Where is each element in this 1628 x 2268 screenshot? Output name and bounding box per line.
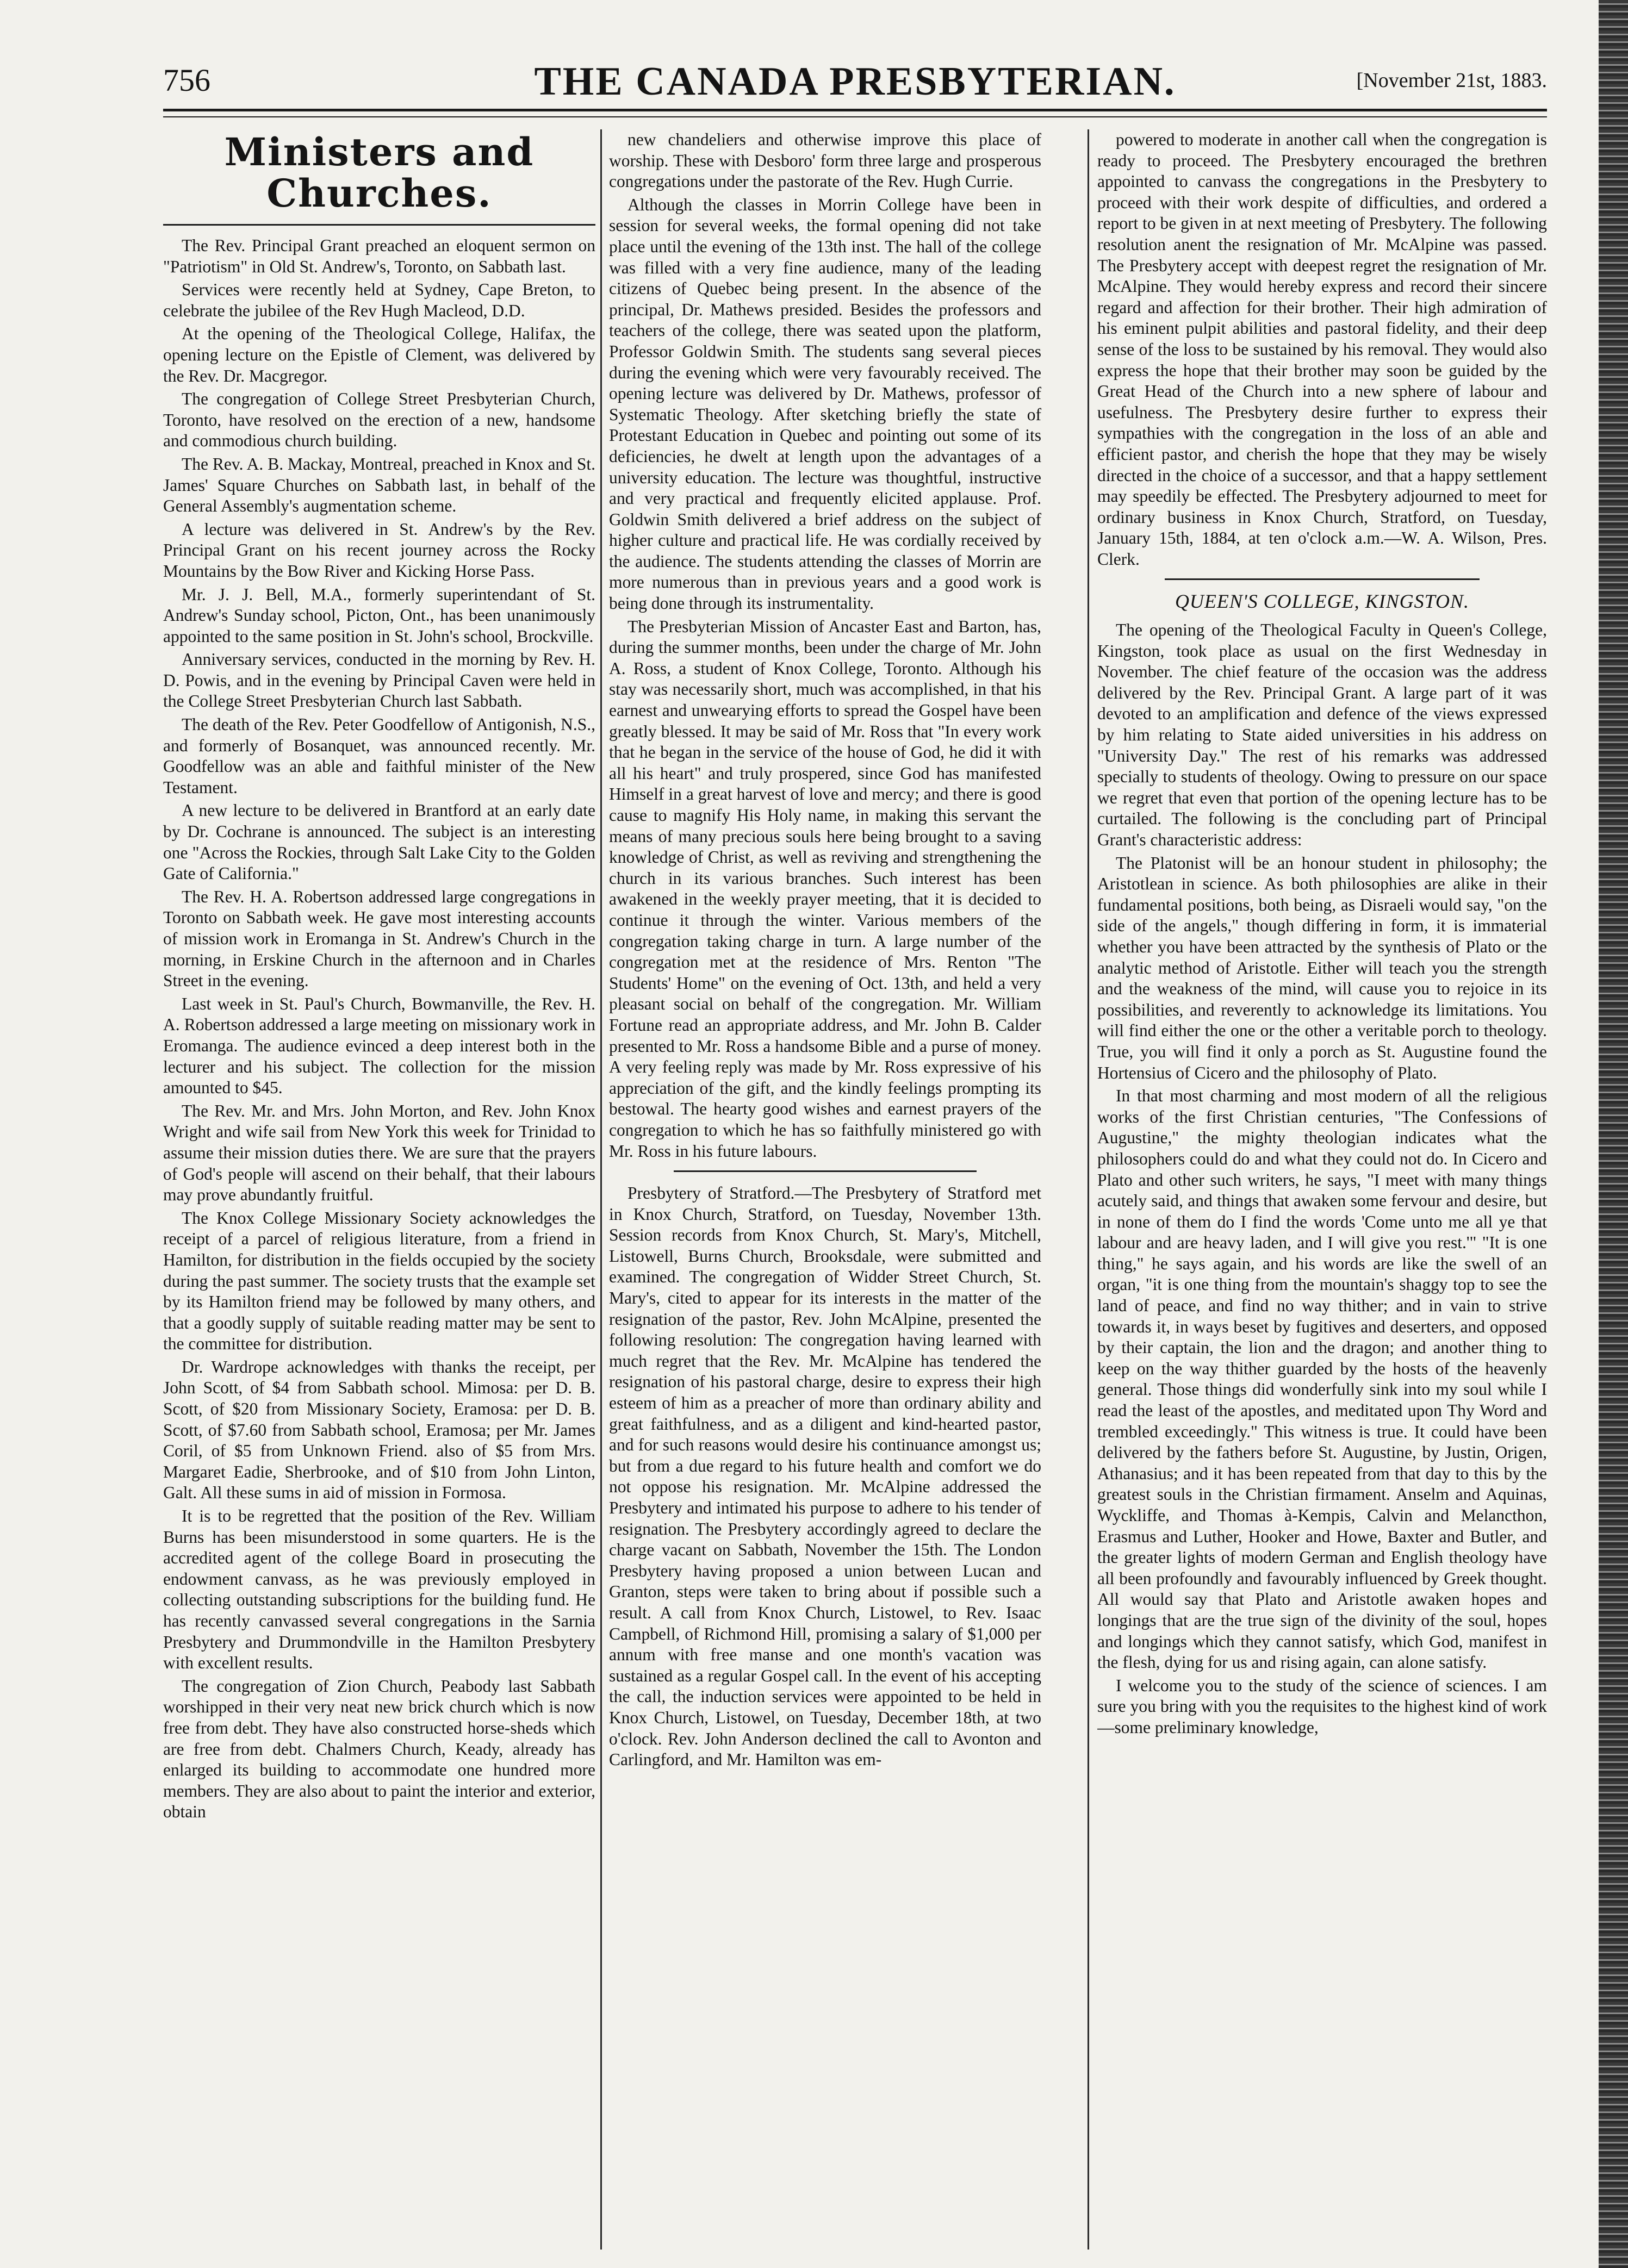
news-item: The death of the Rev. Peter Goodfellow of Antigonish, N.S., and formerly of Bosanquet, was announced recently. Mr. Goodfellow was an able and faithful minister of the New Testament. bbox=[163, 715, 595, 797]
column-divider bbox=[1088, 129, 1089, 2250]
news-item: new chandeliers and otherwise improve this place of worship. These with Desboro' form three large and prosperous congregations under the pastorate of the Rev. Hugh Currie. bbox=[609, 130, 1041, 191]
news-item: The Rev. A. B. Mackay, Montreal, preached in Knox and St. James' Square Churches on Sabbath last, in behalf of the General Assembly's augmentation scheme. bbox=[163, 454, 595, 516]
article-paragraph: The Platonist will be an honour student in philosophy; the Aristotlean in science. As both philosophies are alike in their fundamental positions, both being, as Disraeli would say, "on the side of the angels," though differing in form, it is immaterial whether you have been attracted by the synthesis of Plato or the analytic method of Aristotle. Either will teach you the strength and the weakness of the mind, will cause you to rejoice in its possibilities, and reverently to acknowledge its limitations. You will find either the one or the other a veritable porch to theology. True, you will find it only a porch as St. Augustine found the Hortensius of Cicero and the philosophy of Plato. bbox=[1097, 853, 1547, 1082]
section-heading: Ministers and Churches. bbox=[224, 129, 535, 216]
news-item: A new lecture to be delivered in Brantford at an early date by Dr. Cochrane is announced. The subject is an interesting one "Across the Rockies, through Salt Lake City to the Golden Gate of California." bbox=[163, 801, 595, 883]
news-item: The congregation of Zion Church, Peabody last Sabbath worshipped in their very neat new brick church which is now free from debt. They have also constructed horse-sheds which are free from debt. Chalmers Church, Keady, already has enlarged its building to accommodate one hundred more members. They are also about to paint the interior and exterior, obtain bbox=[163, 1676, 595, 1822]
news-item: The Presbyterian Mission of Ancaster East and Barton, has, during the summer months, been under the charge of Mr. John A. Ross, a student of Knox College, Toronto. Although his stay was necessarily short, much was accomplished, in that his earnest and unwearying efforts to spread the Gospel have been greatly blessed. It may be said of Mr. Ross that "In every work that he began in the service of the house of God, he did it with all his heart" and truly prospered, since God has manifested Himself in a great harvest of love and mercy; and there is good cause to magnify His Holy name, in making this servant the means of many precious souls here being brought to a saving knowledge of Christ, as well as reviving and strengthening the church in its various branches. Such interest has been awakened in the weekly prayer meeting, that it is decided to continue it through the winter. Various members of the congregation taking charge in turn. A large number of the congregation met at the residence of Mrs. Renton "The Students' Home" on the evening of Oct. 13th, and held a very pleasant social on behalf of the congregation. Mr. William Fortune read an appropriate address, and Mr. John B. Calder presented to Mr. Ross a handsome Bible and a purse of money. A very feeling reply was made by Mr. Ross expressive of his appreciation of the gift, and the kindly feelings prompting its bestowal. The hearty good wishes and earnest prayers of the congregation to which he has so faithfully ministered go with Mr. Ross in his future labours. bbox=[609, 616, 1041, 1161]
news-item: Last week in St. Paul's Church, Bowmanville, the Rev. H. A. Robertson addressed a large meeting on missionary work in Eromanga. The audience evinced a deep interest both in the lecturer and his subject. The collection for the mission amounted to $45. bbox=[163, 994, 595, 1098]
article-paragraph: I welcome you to the study of the science of sciences. I am sure you bring with you the requisites to the highest kind of work—some preliminary knowledge, bbox=[1097, 1675, 1547, 1737]
news-item: The congregation of College Street Presbyterian Church, Toronto, have resolved on the erection of a new, handsome and commodious church building. bbox=[163, 389, 595, 451]
column-3 bbox=[1097, 129, 1547, 2250]
news-item: Services were recently held at Sydney, Cape Breton, to celebrate the jubilee of the Rev Hugh Macleod, D.D. bbox=[163, 280, 595, 320]
heading-rule bbox=[163, 224, 595, 226]
news-item: The Rev. Mr. and Mrs. John Morton, and Rev. John Knox Wright and wife sail from New York this week for Trinidad to assume their mission duties there. We are sure that the prayers of God's people will ascend on their behalf, that their labours may prove abundantly fruitful. bbox=[163, 1101, 595, 1205]
news-item: Dr. Wardrope acknowledges with thanks the receipt, per John Scott, of $4 from Sabbath school. Mimosa: per D. B. Scott, of $20 from Missionary Society, Eramosa: per D. B. Scott, of $7.60 from Sabbath school, Eramosa; per Mr. James Coril, of $5 from Unknown Friend. also of $5 from Mrs. Margaret Eadie, Sherbrooke, and of $10 from John Linton, Galt. All these sums in aid of mission in Formosa. bbox=[163, 1357, 595, 1503]
masthead-title: THE CANADA PRESBYTERIAN. bbox=[534, 59, 1176, 104]
header-rule bbox=[163, 109, 1547, 111]
news-item: It is to be regretted that the position of the Rev. William Burns has been misunderstood in some quarters. He is the accredited agent of the college Board in prosecuting the endowment canvass, as he was previously employed in collecting outstanding subscriptions for the building fund. He has recently canvassed several congregations in the Sarnia Presbytery and Drummondville in the Hamilton Presbytery with excellent results. bbox=[163, 1506, 595, 1673]
news-item: Mr. J. J. Bell, M.A., formerly superintendant of St. Andrew's Sunday school, Picton, Ont., has been unanimously appointed to the same position in St. John's school, Brockville. bbox=[163, 584, 595, 646]
section-rule bbox=[674, 1170, 977, 1172]
section-rule bbox=[1165, 578, 1480, 580]
issue-date: [November 21st, 1883. bbox=[1356, 69, 1547, 92]
scan-edge bbox=[1599, 0, 1628, 2268]
news-item: Anniversary services, conducted in the morning by Rev. H. D. Powis, and in the evening by Principal Caven were held in the College Street Presbyterian Church last Sabbath. bbox=[163, 650, 595, 711]
column-divider bbox=[600, 129, 602, 2250]
page-header bbox=[163, 59, 1547, 108]
column-1 bbox=[163, 129, 595, 2250]
header-rule-thin bbox=[163, 116, 1547, 117]
news-item: At the opening of the Theological College, Halifax, the opening lecture on the Epistle of Clement, was delivered by the Rev. Dr. Macgregor. bbox=[163, 324, 595, 385]
article-heading: QUEEN'S COLLEGE, KINGSTON. bbox=[1175, 590, 1470, 613]
news-item: The Rev. Principal Grant preached an eloquent sermon on "Patriotism" in Old St. Andrew's, Toronto, on Sabbath last. bbox=[163, 236, 595, 276]
news-item: A lecture was delivered in St. Andrew's by the Rev. Principal Grant on his recent journey across the Rocky Mountains by the Bow River and Kicking Horse Pass. bbox=[163, 519, 595, 581]
article-paragraph: The opening of the Theological Faculty in Queen's College, Kingston, took place as usual on the first Wednesday in November. The chief feature of the occasion was the address delivered by the Rev. Principal Grant. A large part of it was devoted to an amplification and defence of the views expressed by him relating to State aided universities in his address on "University Day." The rest of his remarks was addressed specially to students of theology. Owing to pressure on our space we regret that even that portion of the opening lecture has to be curtailed. The following is the concluding part of Principal Grant's characteristic address: bbox=[1097, 620, 1547, 849]
news-item: Although the classes in Morrin College have been in session for several weeks, the formal opening did not take place until the evening of the 13th inst. The hall of the college was filled with a very fine audience, many of the leading citizens of Quebec being present. In the absence of the principal, Dr. Mathews presided. Besides the professors and teachers of the college, there was seated upon the platform, Professor Goldwin Smith. The students sang several pieces during the evening which were very favourably received. The opening lecture was delivered by Dr. Mathews, professor of Systematic Theology. After sketching briefly the state of Protestant Education in Quebec and pointing out some of its deficiencies, he dwelt at length upon the advantages of a university education. The lecture was thoughtful, instructive and very practical and frequently elicited applause. Prof. Goldwin Smith delivered a brief address on the subject of higher culture and practical life. He was cordially received by the audience. The students attending the classes of Morrin are more numerous than in previous years and a good work is being done through its instrumentality. bbox=[609, 195, 1041, 613]
news-item: The Knox College Missionary Society acknowledges the receipt of a parcel of religious literature, from a friend in Hamilton, for distribution in the fields occupied by the society during the past summer. The society trusts that the example set by its Hamilton friend may be followed by many others, and that a goodly supply of suitable reading matter may be sent to the committee for distribution. bbox=[163, 1208, 595, 1354]
news-item: Presbytery of Stratford.—The Presbytery of Stratford met in Knox Church, Stratford, on Tuesday, November 13th. Session records from Knox Church, St. Mary's, Mitchell, Listowell, Burns Church, Brooksdale, were submitted and examined. The congregation of Widder Street Church, St. Mary's, cited to appear for its interests in the matter of the resignation of the pastor, Rev. John McAlpine, presented the following resolution: The congregation having learned with much regret that the Rev. Mr. McAlpine has tendered the resignation of his pastoral charge, desire to express their high esteem of him as a preacher of more than ordinary ability and great faithfulness, and as a diligent and kind-hearted pastor, and for such reasons would desire his continuance amongst us; but from a due regard to his future health and comfort we do not oppose his resignation. Mr. McAlpine addressed the Presbytery and intimated his purpose to adhere to his tender of resignation. The Presbytery accordingly agreed to declare the charge vacant on Sabbath, November the 15th. The London Presbytery having proposed a union between Lucan and Granton, steps were taken to bring about if possible such a result. A call from Knox Church, Listowel, to Rev. Isaac Campbell, of Richmond Hill, promising a salary of $1,000 per annum with free manse and one month's vacation was sustained as a regular Gospel call. In the event of his accepting the call, the induction services were appointed to be held in Knox Church, Listowel, on Tuesday, December 18th, at two o'clock. Rev. John Anderson declined the call to Avonton and Carlingford, and Mr. Hamilton was em- bbox=[609, 1183, 1041, 1769]
column-2 bbox=[609, 129, 1041, 2250]
news-item: The Rev. H. A. Robertson addressed large congregations in Toronto on Sabbath week. He gave most interesting accounts of mission work in Eromanga in St. Andrew's Church in the morning, in Erskine Church in the afternoon and in Charles Street in the evening. bbox=[163, 887, 595, 990]
page-number: 756 bbox=[163, 63, 210, 98]
news-item: powered to moderate in another call when the congregation is ready to proceed. The Presbytery encouraged the brethren appointed to canvass the congregations in the Presbytery to proceed with their work despite of difficulties, and ordered a report to be given in at next meeting of Presbytery. The following resolution anent the resignation of Mr. McAlpine was passed. The Presbytery accept with deepest regret the resignation of Mr. McAlpine. They would hereby express and record their sincere regard and affection for their brother. Their high admiration of his eminent pulpit abilities and pastoral fidelity, and their deep sense of the loss to be sustained by his removal. They would also express the hope that their brother may soon be guided by the Great Head of the Church into a new sphere of labour and usefulness. The Presbytery desire further to express their sympathies with the congregation in the loss of an able and efficient pastor, and cherish the hope that they may be wisely directed in the choice of a successor, and that a happy settlement may speedily be effected. The Presbytery adjourned to meet for ordinary business in Knox Church, Stratford, on Tuesday, January 15th, 1884, at ten o'clock a.m.—W. A. Wilson, Pres. Clerk. bbox=[1097, 130, 1547, 569]
article-paragraph: In that most charming and most modern of all the religious works of the first Christian centuries, "The Confessions of Augustine," the mighty theologian indicates what the philosophers could do and what they could not do. In Cicero and Plato and other such writers, he says, "I meet with many things acutely said, and things that awaken some fervour and desire, but in none of them do I find the words 'Come unto me all ye that labour and are heavy laden, and I will give you rest.'" "It is one thing," he says again, and his words are like the swell of an organ, "it is one thing from the mountain's shaggy top to see the land of peace, and find no way thither; and in vain to strive towards it, in ways beset by fugitives and deserters, and opposed by their captain, the lion and the dragon; and another thing to keep on the way thither guarded by the hosts of the heavenly general. Those things did wonderfully sink into my soul while I read the least of the apostles, and meditated upon Thy Word and trembled exceedingly." This witness is true. It could have been delivered by the fathers before St. Augustine, by Justin, Origen, Athanasius; and it has been repeated from that day to this by the greatest souls in the Christian firmament. Anselm and Aquinas, Wyckliffe, and Thomas à-Kempis, Calvin and Melancthon, Erasmus and Luther, Hooker and Howe, Baxter and Butler, and the greater lights of modern German and English theology have all been profoundly and favourably influenced by Greek thought. All would say that Plato and Aristotle awaken hopes and longings that are the true sign of the divinity of the soul, hopes and longings which they cannot satisfy, which God, manifest in the flesh, dying for us and rising again, can alone satisfy. bbox=[1097, 1086, 1547, 1672]
